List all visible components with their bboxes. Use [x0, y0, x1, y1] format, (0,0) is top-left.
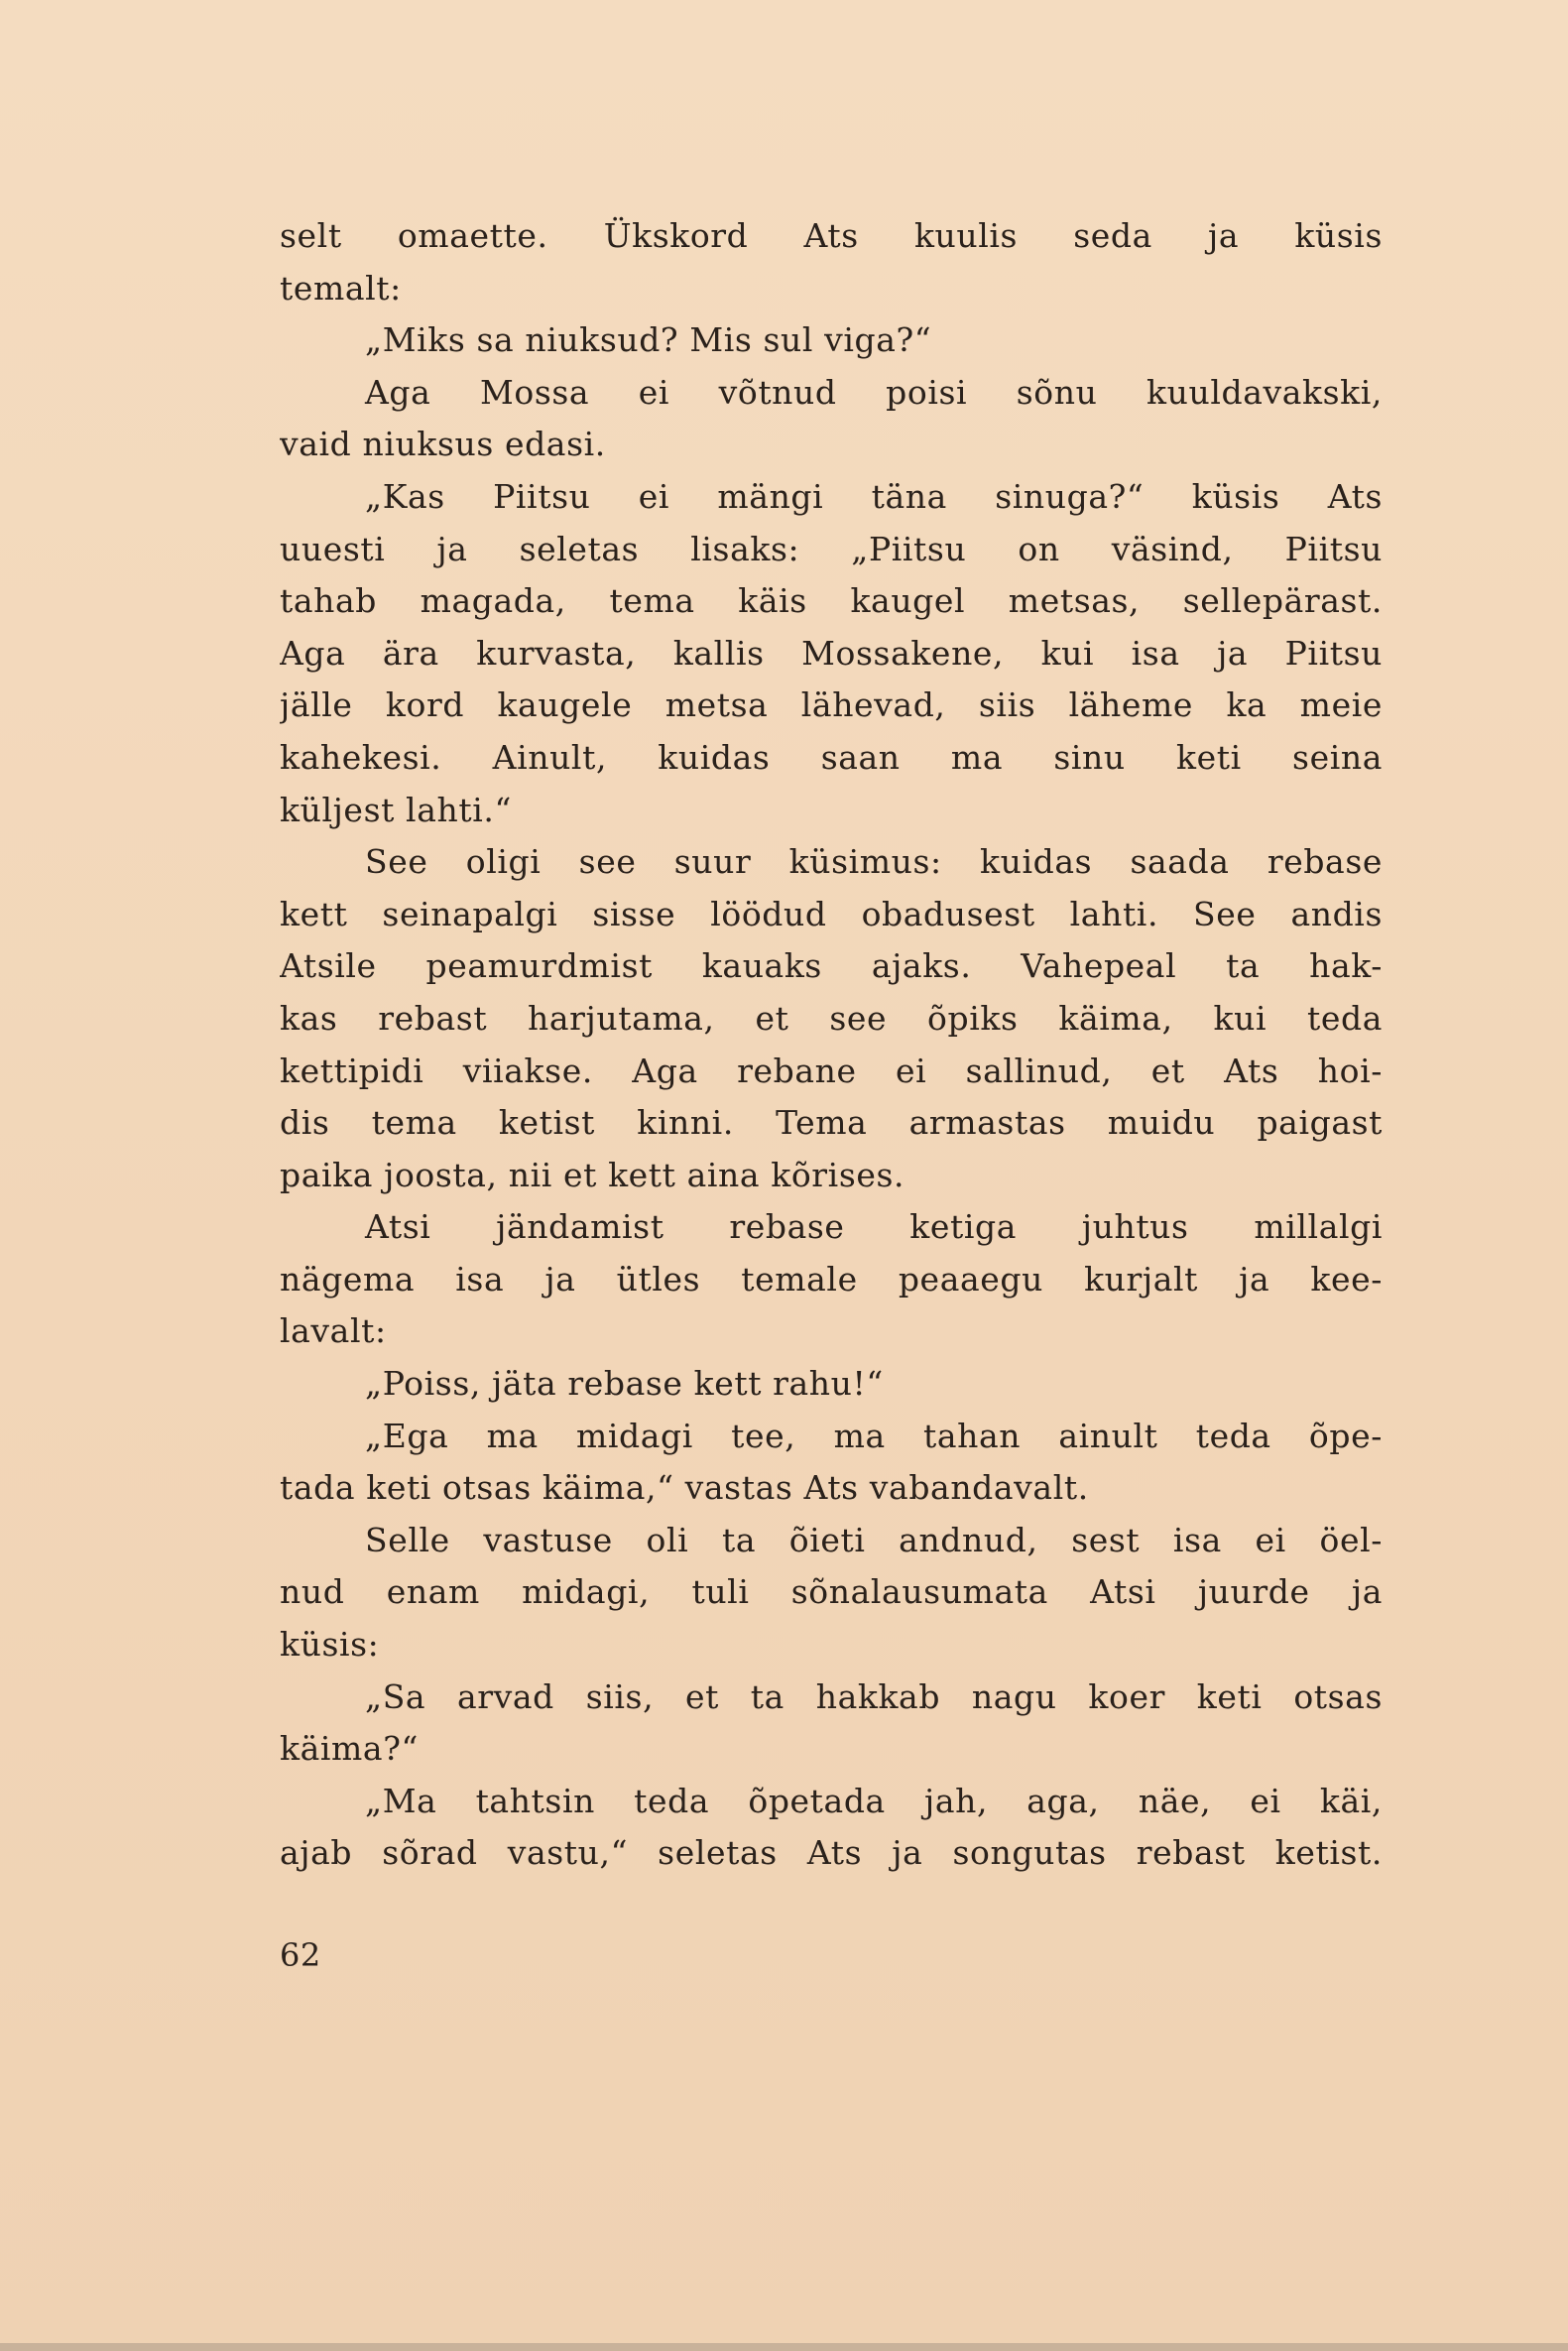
text-line: paika joosta, nii et kett aina kõrises.	[280, 1155, 905, 1194]
text-line: See oligi see suur küsimus: kuidas saada rebase	[365, 842, 1383, 882]
text-line: uuesti ja seletas lisaks: „Piitsu on väsind, Piitsu	[280, 529, 1383, 568]
text-line: kett seinapalgi sisse löödud obadusest lahti. See andis	[280, 894, 1383, 933]
text-line: Atsi jändamist rebase ketiga juhtus millalgi	[365, 1207, 1383, 1247]
text-line: „Ega ma midagi tee, ma tahan ainult teda õpe-	[365, 1416, 1383, 1455]
text-line: „Sa arvad siis, et ta hakkab nagu koer keti otsas	[365, 1676, 1383, 1716]
text-line: Aga ära kurvasta, kallis Mossakene, kui isa ja Piitsu	[280, 633, 1383, 673]
text-line: „Miks sa niuksud? Mis sul viga?“	[365, 320, 932, 360]
text-line: lavalt:	[280, 1311, 387, 1351]
text-line: küljest lahti.“	[280, 790, 512, 829]
text-line: Selle vastuse oli ta õieti andnud, sest isa ei öel-	[365, 1520, 1383, 1559]
text-line: käima?“	[280, 1729, 419, 1769]
text-line: ajab sõrad vastu,“ seletas Ats ja songutas rebast ketist.	[280, 1833, 1383, 1873]
text-line: kettipidi viiakse. Aga rebane ei sallinud, et Ats hoi-	[280, 1051, 1383, 1090]
text-line: selt omaette. Ükskord Ats kuulis seda ja küsis	[280, 216, 1383, 255]
body-text	[280, 210, 1383, 1880]
text-line: jälle kord kaugele metsa lähevad, siis läheme ka meie	[280, 685, 1383, 725]
page-number: 62	[280, 1936, 321, 1974]
text-line: kahekesi. Ainult, kuidas saan ma sinu keti seina	[280, 737, 1383, 777]
text-line: tahab magada, tema käis kaugel metsas, sellepärast.	[280, 581, 1383, 621]
text-line: „Poiss, jäta rebase kett rahu!“	[365, 1364, 884, 1404]
text-line: tada keti otsas käima,“ vastas Ats vabandavalt.	[280, 1468, 1089, 1508]
text-line: kas rebast harjutama, et see õpiks käima, kui teda	[280, 998, 1383, 1038]
text-line: „Ma tahtsin teda õpetada jah, aga, näe, ei käi,	[365, 1781, 1383, 1820]
text-line: küsis:	[280, 1625, 380, 1665]
page-bottom-edge	[0, 2343, 1568, 2351]
text-line: „Kas Piitsu ei mängi täna sinuga?“ küsis Ats	[365, 476, 1383, 516]
text-line: Atsile peamurdmist kauaks ajaks. Vahepeal ta hak-	[280, 946, 1383, 986]
text-line: dis tema ketist kinni. Tema armastas muidu paigast	[280, 1103, 1383, 1143]
text-line: vaid niuksus edasi.	[280, 425, 606, 464]
text-line: Aga Mossa ei võtnud poisi sõnu kuuldavakski,	[365, 372, 1383, 412]
text-line: temalt:	[280, 268, 402, 308]
text-line: nud enam midagi, tuli sõnalausumata Atsi juurde ja	[280, 1572, 1383, 1612]
text-line: nägema isa ja ütles temale peaaegu kurjalt ja kee-	[280, 1259, 1383, 1299]
